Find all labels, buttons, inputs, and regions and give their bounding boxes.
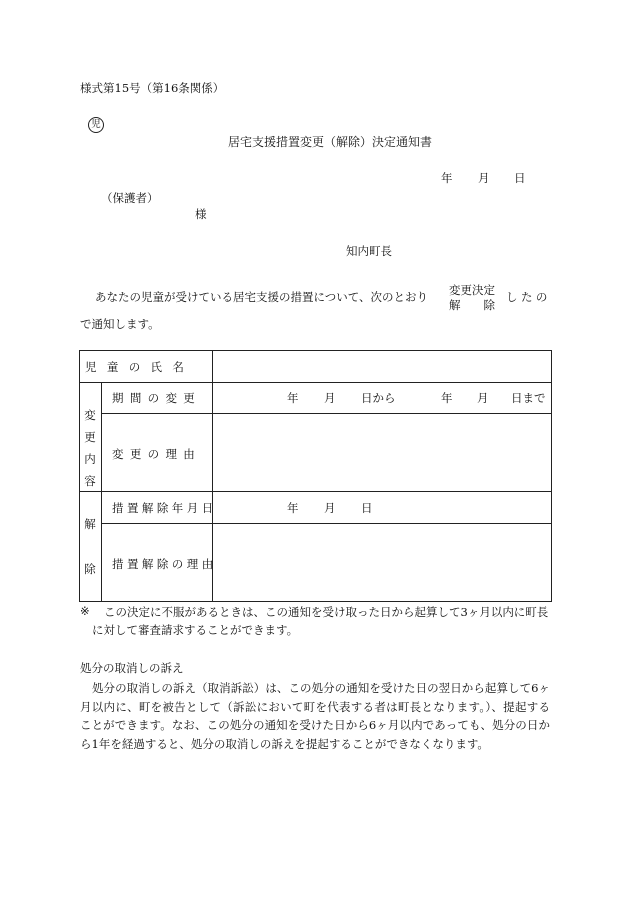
date-year: 年 bbox=[441, 171, 453, 185]
notice-page: 様式第15号（第16条関係） 児 居宅支援措置変更（解除）決定通知書 年 月 日 （保護者） 様 知内町長 あなたの児童が受けている居宅支援の措置について、次のとおり 変更決定 解 除 したの で通知します。 児童の氏名 変 更 内 容 期間の変更 年 月 日から 年 月 日まで 変更の理由 解 除 措置解除年月日 年 月 日 措置解除の理由 ※ この決定に不服があるときは、この通知を受け取った日から起算して3ヶ月以内に町長 に対して審査請求することができます。 処分の取消しの訴え 処分の取消しの訴え（取消訴訟）は、この処分の通知を受けた日の翌日から起算して6ヶ月以内に、町を被告として（訴訟において町を代表する者は町長となります。）、提起することができます。なお、この処分の通知を受けた日から6ヶ月以内であっても、処分の日から1年を経過すると、処分の取消しの訴えを提起することができなくなります。 bbox=[0, 0, 630, 903]
from-year: 年 bbox=[287, 391, 299, 405]
lawsuit-text: 処分の取消しの訴え（取消訴訟）は、この処分の通知を受けた日の翌日から起算して6ヶ月以内に、町を被告として（訴訟において町を代表する者は町長となります。）、提起することができます。なお、この処分の通知を受けた日から6ヶ月以内であっても、処分の日から1年を経過すると、処分の取消しの訴えを提起することができなくなります。 bbox=[80, 681, 550, 751]
child-name-label: 児童の氏名 bbox=[85, 360, 195, 374]
body-suffix: したの bbox=[506, 290, 551, 304]
note-line1: この決定に不服があるときは、この通知を受け取った日から起算して3ヶ月以内に町長 bbox=[104, 605, 549, 619]
document-title: 居宅支援措置変更（解除）決定通知書 bbox=[227, 135, 432, 149]
lawsuit-heading: 処分の取消しの訴え bbox=[80, 661, 184, 675]
body-prefix: あなたの児童が受けている居宅支援の措置について、次のとおり bbox=[95, 290, 429, 304]
form-number: 様式第15号（第16条関係） bbox=[80, 81, 225, 95]
from-month: 月 bbox=[324, 391, 336, 405]
cancel-date-label: 措置解除年月日 bbox=[112, 501, 217, 515]
to-day: 日まで bbox=[511, 391, 546, 405]
honorific: 様 bbox=[195, 207, 207, 221]
note-line2: に対して審査請求することができます。 bbox=[92, 623, 299, 637]
to-year: 年 bbox=[441, 391, 453, 405]
child-mark-circle: 児 bbox=[88, 117, 104, 133]
to-month: 月 bbox=[477, 391, 489, 405]
change-reason-label: 変更の理由 bbox=[112, 447, 202, 461]
note-mark: ※ bbox=[80, 604, 90, 618]
from-day: 日から bbox=[361, 391, 396, 405]
date-month: 月 bbox=[478, 171, 490, 185]
issuer-name: 知内町長 bbox=[346, 244, 392, 258]
date-day: 日 bbox=[514, 171, 526, 185]
period-change-label: 期間の変更 bbox=[112, 391, 202, 405]
cancel-reason-label: 措置解除の理由 bbox=[112, 557, 217, 571]
option-change: 変更決定 bbox=[449, 283, 495, 297]
guardian-label: （保護者） bbox=[101, 191, 159, 205]
cancel-month: 月 bbox=[324, 501, 336, 515]
option-cancel: 解 除 bbox=[449, 298, 495, 312]
body-line2: で通知します。 bbox=[80, 317, 160, 331]
cancel-day: 日 bbox=[361, 501, 373, 515]
cancel-year: 年 bbox=[287, 501, 299, 515]
